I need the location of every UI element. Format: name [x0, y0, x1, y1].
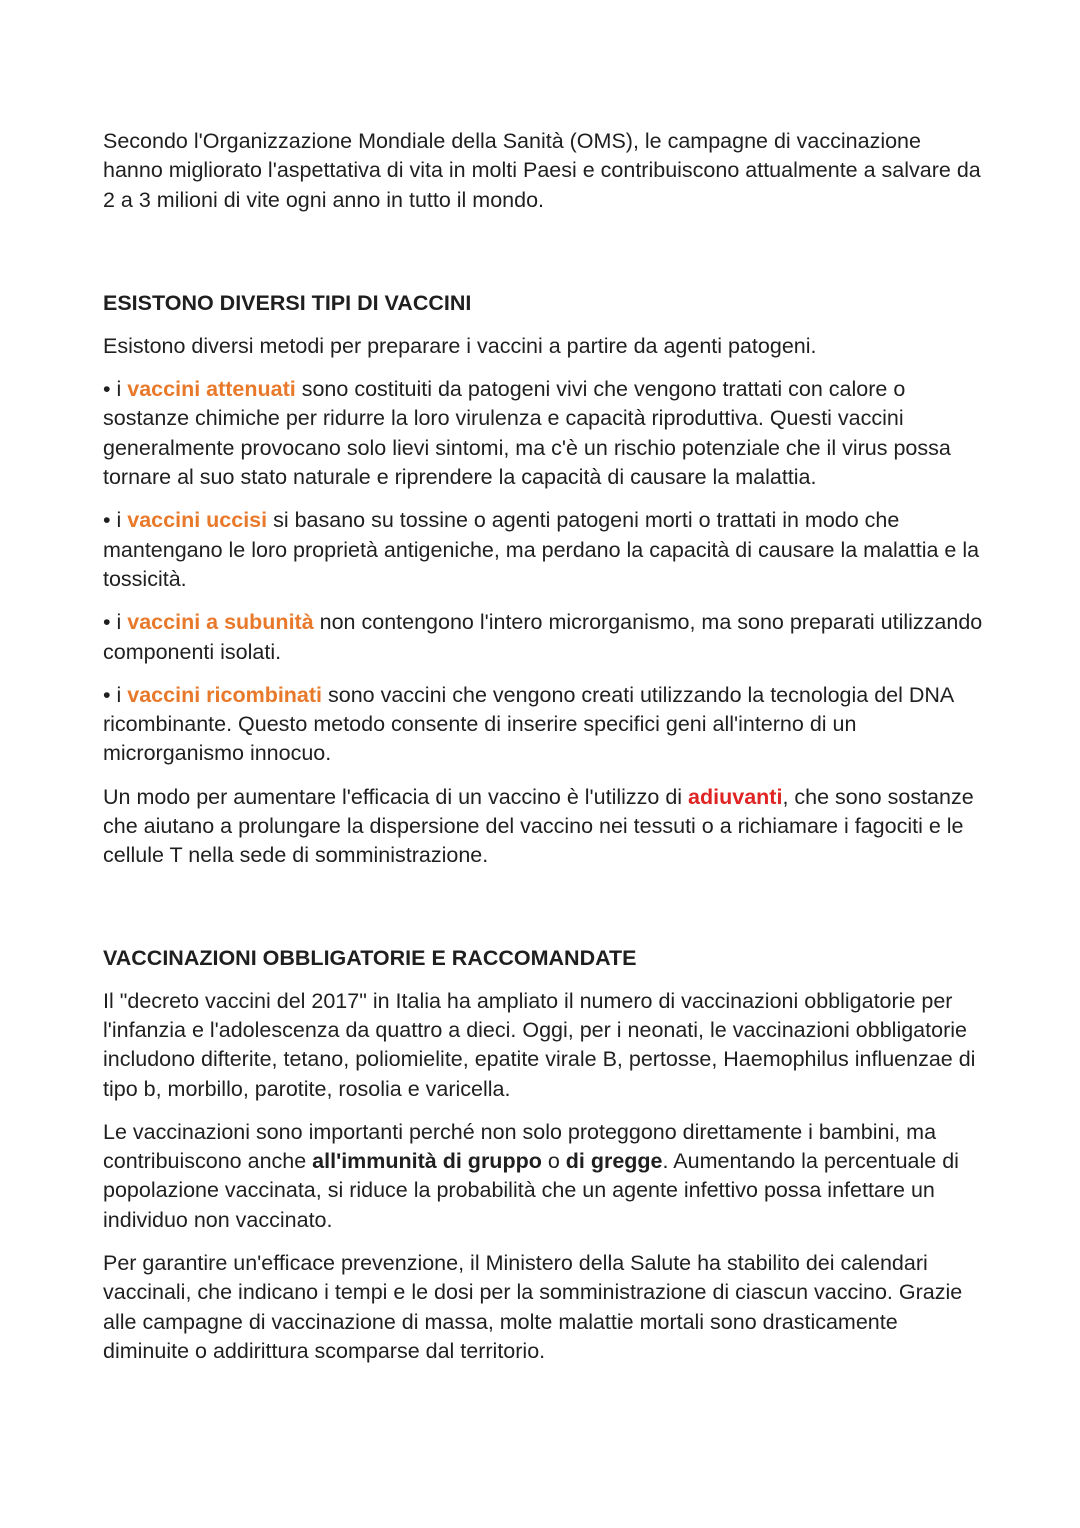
term-recombinant: vaccini ricombinati — [127, 682, 323, 707]
term-killed: vaccini uccisi — [127, 508, 268, 533]
herd-text-middle: o — [541, 1149, 566, 1174]
bullet-text: non contengono l'intero microrganismo, ma sono preparati utilizzando componenti isolati. — [103, 610, 983, 664]
intro-paragraph: Secondo l'Organizzazione Mondiale della Sanità (OMS), le campagne di vaccinazione hanno migliorato l'aspettativa di vita in molti Paesi e contribuiscono attualmente a salvare da 2 a 3 milioni di vite ogni anno in tutto il mondo. — [103, 129, 981, 212]
document-page — [103, 127, 983, 1380]
herd-text-after: . Aumentando la percentuale di popolazione vaccinata, si riduce la probabilità che un agente infettivo possa infettare un individuo non vaccinato. — [103, 1149, 959, 1232]
bullet-prefix: • i — [103, 610, 128, 635]
herd-immunity-paragraph — [103, 1118, 983, 1235]
bullet-attenuated — [103, 375, 983, 492]
calendar-paragraph: Per garantire un'efficace prevenzione, il Ministero della Salute ha stabilito dei calendari vaccinali, che indicano i tempi e le dosi per la somministrazione di ciascun vaccino. Grazie alle campagne di vaccinazione di massa, molte malattie mortali sono drasticamente diminuite o addirittura scomparse dal territorio. — [103, 1251, 963, 1363]
bullet-recombinant — [103, 681, 983, 769]
adjuvant-paragraph — [103, 783, 983, 871]
bullet-text: sono vaccini che vengono creati utilizzando la tecnologia del DNA ricombinante. Questo metodo consente di inserire specifici geni all'interno di un microrganismo innocuo. — [103, 682, 954, 766]
term-attenuated: vaccini attenuati — [127, 377, 296, 402]
types-lead-paragraph: Esistono diversi metodi per preparare i vaccini a partire da agenti patogeni. — [103, 333, 817, 358]
adjuvant-text-before: Un modo per aumentare l'efficacia di un vaccino è l'utilizzo di — [103, 784, 689, 809]
decree-paragraph: Il "decreto vaccini del 2017" in Italia ha ampliato il numero di vaccinazioni obbligatorie per l'infanzia e l'adolescenza da quattro a dieci. Oggi, per i neonati, le vaccinazioni obbligatorie includono difterite, tetano, poliomielite, epatite virale B, pertosse, Haemophilus influenzae di tipo b, morbillo, parotite, rosolia e varicella. — [103, 988, 976, 1101]
bullet-prefix: • i — [103, 682, 128, 707]
herd-text-before: Le vaccinazioni sono importanti perché non solo proteggono direttamente i bambini, ma contribuiscono anche — [103, 1119, 937, 1174]
bullet-text: si basano su tossine o agenti patogeni morti o trattati in modo che mantengano le loro proprietà antigeniche, ma perdano la capacità di causare la malattia e la tossicità. — [103, 508, 980, 591]
bullet-killed — [103, 506, 983, 594]
bullet-prefix: • i — [103, 377, 128, 402]
heading-vaccine-types: ESISTONO DIVERSI TIPI DI VACCINI — [103, 290, 472, 315]
term-subunit: vaccini a subunità — [127, 610, 314, 635]
bullet-text: sono costituiti da patogeni vivi che vengono trattati con calore o sostanze chimiche per ridurre la loro virulenza e capacità riproduttiva. Questi vaccini generalmente provocano solo lievi sintomi, ma c'è un rischio potenziale che il virus possa tornare al suo stato naturale e riprendere la capacità di causare la malattia. — [103, 377, 951, 490]
heading-mandatory-vaccinations: VACCINAZIONI OBBLIGATORIE E RACCOMANDATE — [103, 945, 637, 970]
bullet-subunit — [103, 608, 983, 667]
term-group-immunity: all'immunità di gruppo — [312, 1149, 542, 1174]
bullet-prefix: • i — [103, 508, 128, 533]
term-adjuvants: adiuvanti — [688, 784, 783, 809]
term-herd: di gregge — [565, 1149, 663, 1174]
adjuvant-text-after: , che sono sostanze che aiutano a prolungare la dispersione del vaccino nei tessuti o a richiamare i fagociti e le cellule T nella sede di somministrazione. — [103, 784, 974, 868]
